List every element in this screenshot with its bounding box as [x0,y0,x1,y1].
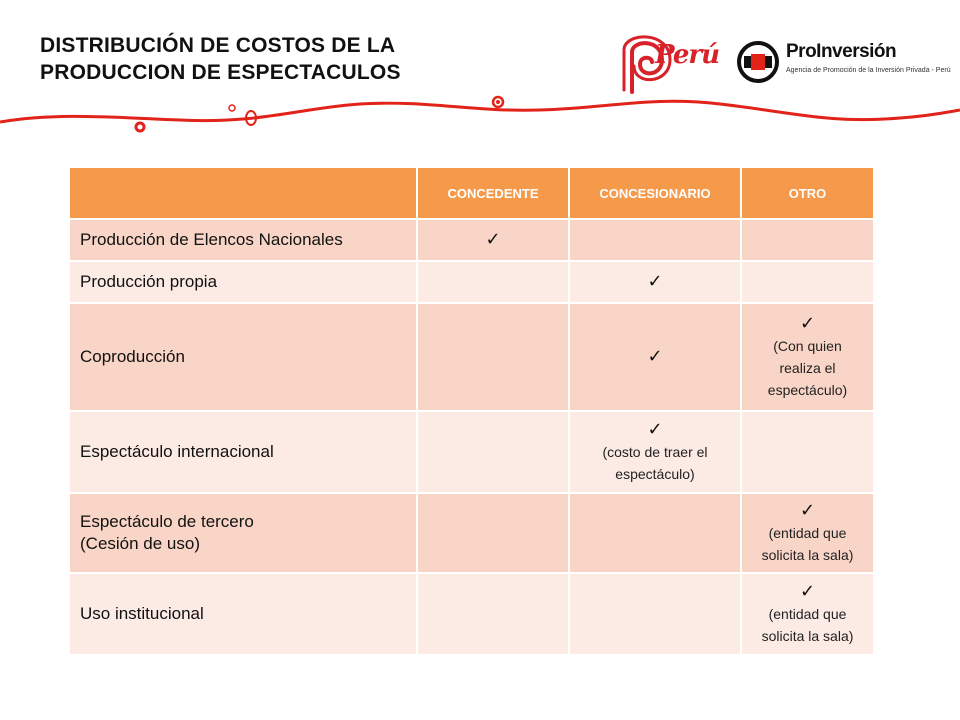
cost-distribution-table [68,166,875,656]
decor-circle [496,100,500,104]
proinversion-logo-name: ProInversión [786,41,897,62]
cell-concesionario [569,219,741,261]
table-row [69,411,874,493]
cell-note: solicita la sala) [761,547,854,563]
row-label [69,573,417,655]
cell-note: (Con quien [773,338,842,354]
cell-concedente [417,303,569,411]
cell-otro [741,411,874,493]
checkmark-icon: ✓ [485,229,501,250]
checkmark-icon: ✓ [799,313,816,334]
cell-otro [741,573,874,655]
row-label-line: Espectáculo de tercero [80,512,254,531]
table-row [69,261,874,303]
row-label [69,303,417,411]
header-otro: OTRO [741,167,874,219]
cell-note: (costo de traer el [602,444,708,460]
cell-concesionario [569,493,741,573]
cell-note: espectáculo) [767,382,848,398]
cell-otro [741,493,874,573]
checkmark-icon: ✓ [647,419,663,440]
cell-concesionario [569,303,741,411]
row-label-line: (Cesión de uso) [80,534,201,553]
cell-otro [741,261,874,303]
header-concedente: CONCEDENTE [417,167,569,219]
row-label [69,261,417,303]
slide-title-line-2: PRODUCCION DE ESPECTACULOS [40,61,401,84]
peru-logo-text: Perú [655,40,719,70]
cell-concedente [417,219,569,261]
table-row [69,219,874,261]
checkmark-icon: ✓ [647,271,663,292]
header-empty [69,167,417,219]
row-label [69,411,417,493]
cell-note: realiza el [779,360,836,376]
cell-otro [741,303,874,411]
row-label [69,493,417,573]
cell-concedente [417,411,569,493]
table-row [69,303,874,411]
table-row [69,573,874,655]
cell-note: (entidad que [768,606,847,622]
cell-note: (entidad que [768,525,847,541]
cell-note: solicita la sala) [761,628,854,644]
checkmark-icon: ✓ [799,581,816,602]
row-label-line: Uso institucional [80,604,204,623]
decor-circle [136,123,144,131]
row-label [69,219,417,261]
cell-note: espectáculo) [615,466,695,482]
slide-title-line-1: DISTRIBUCIÓN DE COSTOS DE LA [40,34,396,57]
cell-concedente [417,573,569,655]
row-label-line: Producción propia [80,272,218,291]
checkmark-icon: ✓ [799,500,816,521]
cell-otro [741,219,874,261]
table-header-row [69,167,874,219]
cell-concesionario [569,573,741,655]
checkmark-icon: ✓ [647,346,663,367]
cell-concesionario [569,261,741,303]
cell-concedente [417,493,569,573]
proinversion-logo-tagline: Agencia de Promoción de la Inversión Privada - Perú [786,67,951,74]
table-row [69,493,874,573]
cell-concedente [417,261,569,303]
row-label-line: Coproducción [80,347,185,366]
header-concesionario: CONCESIONARIO [569,167,741,219]
cell-concesionario [569,411,741,493]
row-label-line: Producción de Elencos Nacionales [80,230,343,249]
row-label-line: Espectáculo internacional [80,442,274,461]
decor-circle [229,105,235,111]
